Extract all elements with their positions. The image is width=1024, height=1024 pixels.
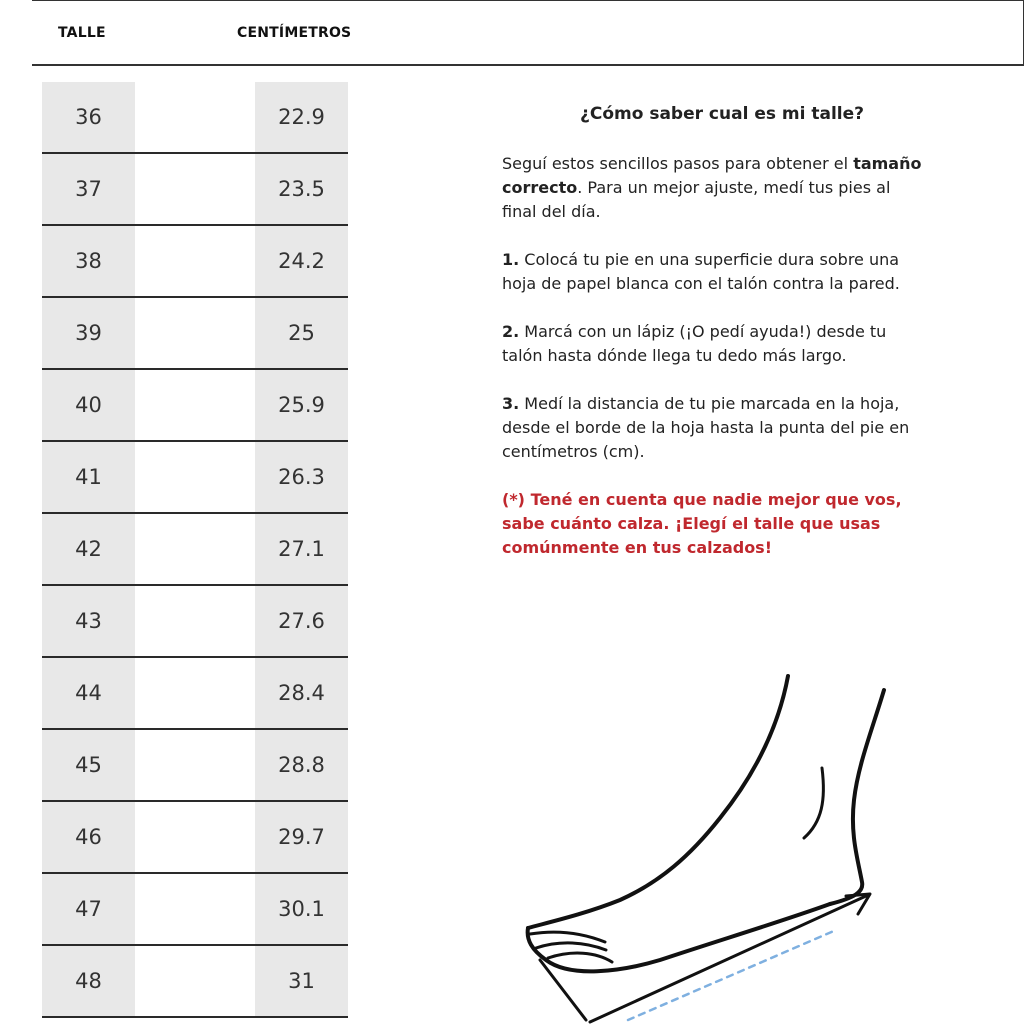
foot-toe-line: [548, 953, 612, 962]
size-cell: 40: [42, 370, 135, 440]
measure-dashed-line: [628, 930, 836, 1020]
size-cell: 39: [42, 298, 135, 368]
centimeters-cell: 31: [255, 946, 348, 1016]
foot-ankle-line: [804, 768, 823, 838]
centimeters-cell: 28.4: [255, 658, 348, 728]
size-cell: 37: [42, 154, 135, 224]
guide-title: ¿Cómo saber cual es mi talle?: [580, 104, 864, 124]
centimeters-cell: 27.6: [255, 586, 348, 656]
centimeters-cell: 30.1: [255, 874, 348, 944]
guide-intro: [502, 152, 922, 224]
size-cell: 44: [42, 658, 135, 728]
step-3-number: 3.: [502, 394, 520, 413]
table-row: [42, 82, 348, 154]
foot-heel-line: [830, 690, 884, 904]
size-cell: 36: [42, 82, 135, 152]
intro-text: Seguí estos sencillos pasos para obtener el: [502, 154, 854, 173]
size-cell: 43: [42, 586, 135, 656]
intro-text-end: . Para un mejor ajuste, medí tus pies al final del día.: [502, 178, 891, 221]
centimeters-cell: 28.8: [255, 730, 348, 800]
table-row: [42, 298, 348, 370]
centimeters-cell: 25.9: [255, 370, 348, 440]
size-cell: 42: [42, 514, 135, 584]
foot-instep-line: [528, 676, 788, 928]
size-guide: [502, 100, 922, 584]
guide-step-3: [502, 392, 922, 464]
table-row: [42, 226, 348, 298]
table-row: [42, 154, 348, 226]
size-cell: 41: [42, 442, 135, 512]
size-cell: 47: [42, 874, 135, 944]
column-header-size: TALLE: [58, 25, 106, 41]
table-row: [42, 658, 348, 730]
table-row: [42, 442, 348, 514]
table-header-bar: [32, 0, 1024, 66]
table-row: [42, 730, 348, 802]
centimeters-cell: 24.2: [255, 226, 348, 296]
guide-step-1: [502, 248, 922, 296]
size-table: [42, 82, 348, 1018]
foot-toe-line: [530, 932, 605, 942]
size-cell: 48: [42, 946, 135, 1016]
step-3-text: Medí la distancia de tu pie marcada en la hoja, desde el borde de la hoja hasta la punta del pie en centímetros (cm).: [502, 394, 910, 461]
size-cell: 45: [42, 730, 135, 800]
table-row: [42, 874, 348, 946]
centimeters-cell: 22.9: [255, 82, 348, 152]
centimeters-cell: 29.7: [255, 802, 348, 872]
centimeters-cell: 26.3: [255, 442, 348, 512]
centimeters-cell: 25: [255, 298, 348, 368]
step-2-text: Marcá con un lápiz (¡O pedí ayuda!) desde tu talón hasta dónde llega tu dedo más largo.: [502, 322, 887, 365]
guide-step-2: [502, 320, 922, 368]
centimeters-cell: 27.1: [255, 514, 348, 584]
intro-bold-text: tamaño correcto: [502, 154, 922, 197]
foot-toe-line: [536, 943, 606, 950]
step-1-number: 1.: [502, 250, 520, 269]
size-cell: 38: [42, 226, 135, 296]
size-cell: 46: [42, 802, 135, 872]
measure-arrow-line: [590, 896, 866, 1022]
centimeters-cell: 23.5: [255, 154, 348, 224]
step-2-number: 2.: [502, 322, 520, 341]
table-row: [42, 946, 348, 1018]
guide-warning: (*) Tené en cuenta que nadie mejor que vos, sabe cuánto calza. ¡Elegí el talle que usas comúnmente en tus calzados!: [502, 490, 902, 557]
table-row: [42, 370, 348, 442]
foot-measure-illustration: [500, 660, 900, 1024]
table-row: [42, 586, 348, 658]
step-1-text: Colocá tu pie en una superficie dura sobre una hoja de papel blanca con el talón contra la pared.: [502, 250, 900, 293]
table-row: [42, 802, 348, 874]
column-header-centimeters: CENTÍMETROS: [237, 25, 352, 41]
table-row: [42, 514, 348, 586]
